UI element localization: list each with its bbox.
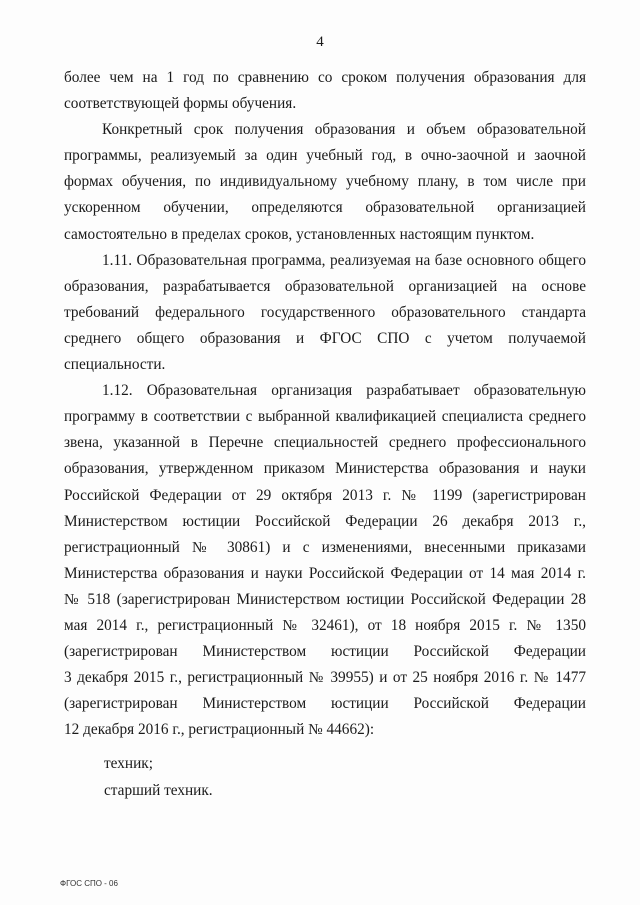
text-line: более чем на 1 год по сравнению со сроком получения образования для xyxy=(64,69,586,86)
text-line: программу в соответствии с выбранной квалификацией специалиста среднего xyxy=(64,408,586,426)
text-line: соответствующей формы обучения. xyxy=(64,95,297,113)
footer-code: ФГОС СПО - 06 xyxy=(60,879,118,888)
text-line: 12 декабря 2016 г., регистрационный № 44662): xyxy=(64,721,375,739)
text-line: формах обучения, по индивидуальному учебному плану, в том числе при xyxy=(64,173,586,191)
text-line: звена, указанной в Перечне специальностей среднего профессионального xyxy=(64,434,586,452)
text-line: (зарегистрирован Министерством юстиции Российской Федерации xyxy=(64,643,586,661)
document-body xyxy=(64,65,586,804)
list-item: техник; xyxy=(104,755,153,773)
list-item: старший техник. xyxy=(104,781,213,799)
text-line: 3 декабря 2015 г., регистрационный № 39955) и от 25 ноября 2016 г. № 1477 xyxy=(64,669,586,687)
text-line: ускоренном обучении, определяются образовательной организацией xyxy=(64,199,586,217)
paragraph-lines xyxy=(64,65,586,743)
text-line: регистрационный № 30861) и с изменениями, внесенными приказами xyxy=(64,538,586,556)
text-line: мая 2014 г., регистрационный № 32461), от 18 ноября 2015 г. № 1350 xyxy=(64,616,586,634)
text-line: Министерства образования и науки Российской Федерации от 14 мая 2014 г. xyxy=(64,564,586,582)
text-line: среднего общего образования и ФГОС СПО с учетом получаемой xyxy=(64,329,586,347)
text-line: требований федерального государственного образовательного стандарта xyxy=(64,303,586,321)
text-line: Российской Федерации от 29 октября 2013 г. № 1199 (зарегистрирован xyxy=(64,486,586,504)
text-line: № 518 (зарегистрирован Министерством юстиции Российской Федерации 28 xyxy=(64,590,586,608)
text-line: образования, утвержденном приказом Министерства образования и науки xyxy=(64,460,586,478)
text-line: 1.12. Образовательная организация разрабатывает образовательную xyxy=(102,382,586,400)
text-line: программы, реализуемый за один учебный год, в очно-заочной и заочной xyxy=(64,147,586,165)
text-line: образования, разрабатывается образовательной организацией на основе xyxy=(64,277,586,295)
text-line: Министерством юстиции Российской Федерации 26 декабря 2013 г., xyxy=(64,512,586,530)
text-line: Конкретный срок получения образования и объем образовательной xyxy=(102,121,586,139)
page-number: 4 xyxy=(316,34,324,50)
text-line: специальности. xyxy=(64,356,166,374)
text-line: самостоятельно в пределах сроков, установленных настоящим пунктом. xyxy=(64,225,535,243)
text-line: (зарегистрирован Министерством юстиции Российской Федерации xyxy=(64,695,586,713)
qualification-list xyxy=(64,751,586,803)
text-line: 1.11. Образовательная программа, реализуемая на базе основного общего xyxy=(102,251,586,269)
